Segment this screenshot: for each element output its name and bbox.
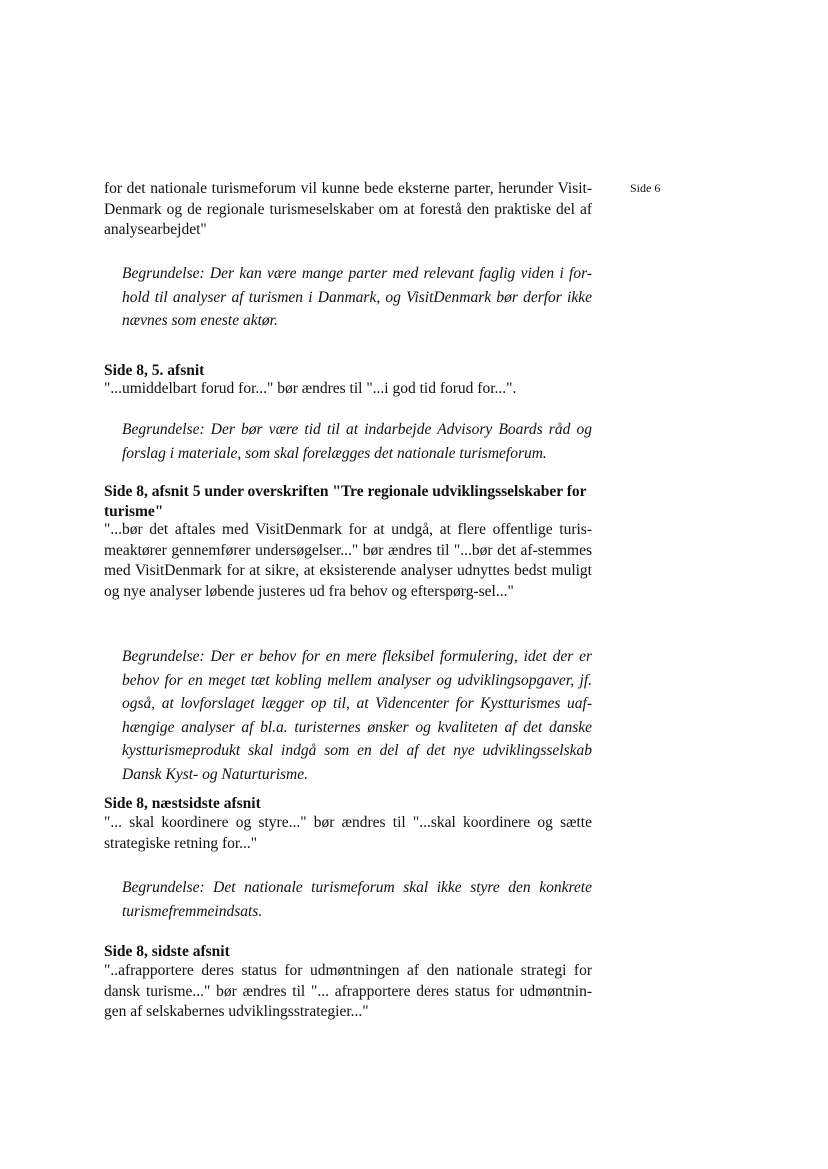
section-text-4: "..afrapportere deres status for udmøntningen af den nationale strategi for dansk turisme..." bør ændres til "... afrapportere deres status for udmøntnin-gen af selskabernes udviklingsstrategier..."	[104, 962, 592, 1021]
section-text-3: "... skal koordinere og styre..." bør ændres til "...skal koordinere og sætte strategiske retning for..."	[104, 814, 592, 852]
section-text-1: "...umiddelbart forud for..." bør ændres til "...i god tid forud for...".	[104, 380, 517, 397]
intro-paragraph: for det nationale turismeforum vil kunne bede eksterne parter, herunder Visit-Denmark og de regionale turismeselskaber om at forestå den praktiske del af analysearbejdet"	[104, 180, 592, 239]
section-heading-1: Side 8, 5. afsnit	[104, 362, 205, 379]
section-reason-1: Begrundelse: Der bør være tid til at indarbejde Advisory Boards råd og forslag i materiale, som skal forelægges det nationale turismeforum.	[122, 421, 592, 462]
section-text-2: "...bør det aftales med VisitDenmark for at undgå, at flere offentlige turis-meaktører gennemfører undersøgelser..." bør ændres til "...bør det af-stemmes med VisitDenmark for at sikre, at eksisterende analyser udnyttes bedst muligt og nye analyser løbende justeres ud fra behov og efterspørg-sel..."	[104, 521, 592, 600]
section-heading-3: Side 8, næstsidste afsnit	[104, 795, 261, 812]
page-number-label: Side 6	[630, 181, 661, 195]
section-heading-4: Side 8, sidste afsnit	[104, 943, 230, 960]
section-heading-2: Side 8, afsnit 5 under overskriften "Tre regionale udviklingsselskaber for turisme"	[104, 483, 587, 520]
section-reason-3: Begrundelse: Det nationale turismeforum skal ikke styre den konkrete turismefremmeindsats.	[122, 879, 592, 920]
intro-reason: Begrundelse: Der kan være mange parter med relevant faglig viden i for-hold til analyser af turismen i Danmark, og VisitDenmark bør derfor ikke nævnes som eneste aktør.	[122, 265, 592, 329]
section-reason-2: Begrundelse: Der er behov for en mere fleksibel formulering, idet der er behov for en meget tæt kobling mellem analyser og udviklingsopgaver, jf. også, at lovforslaget lægger op til, at Videncenter for Kystturismes uaf-hængige analyser af bl.a. turisternes ønsker og kvaliteten af det danske kystturismeprodukt skal indgå som en del af det nye udviklingsselskab Dansk Kyst- og Naturturisme.	[122, 648, 592, 783]
